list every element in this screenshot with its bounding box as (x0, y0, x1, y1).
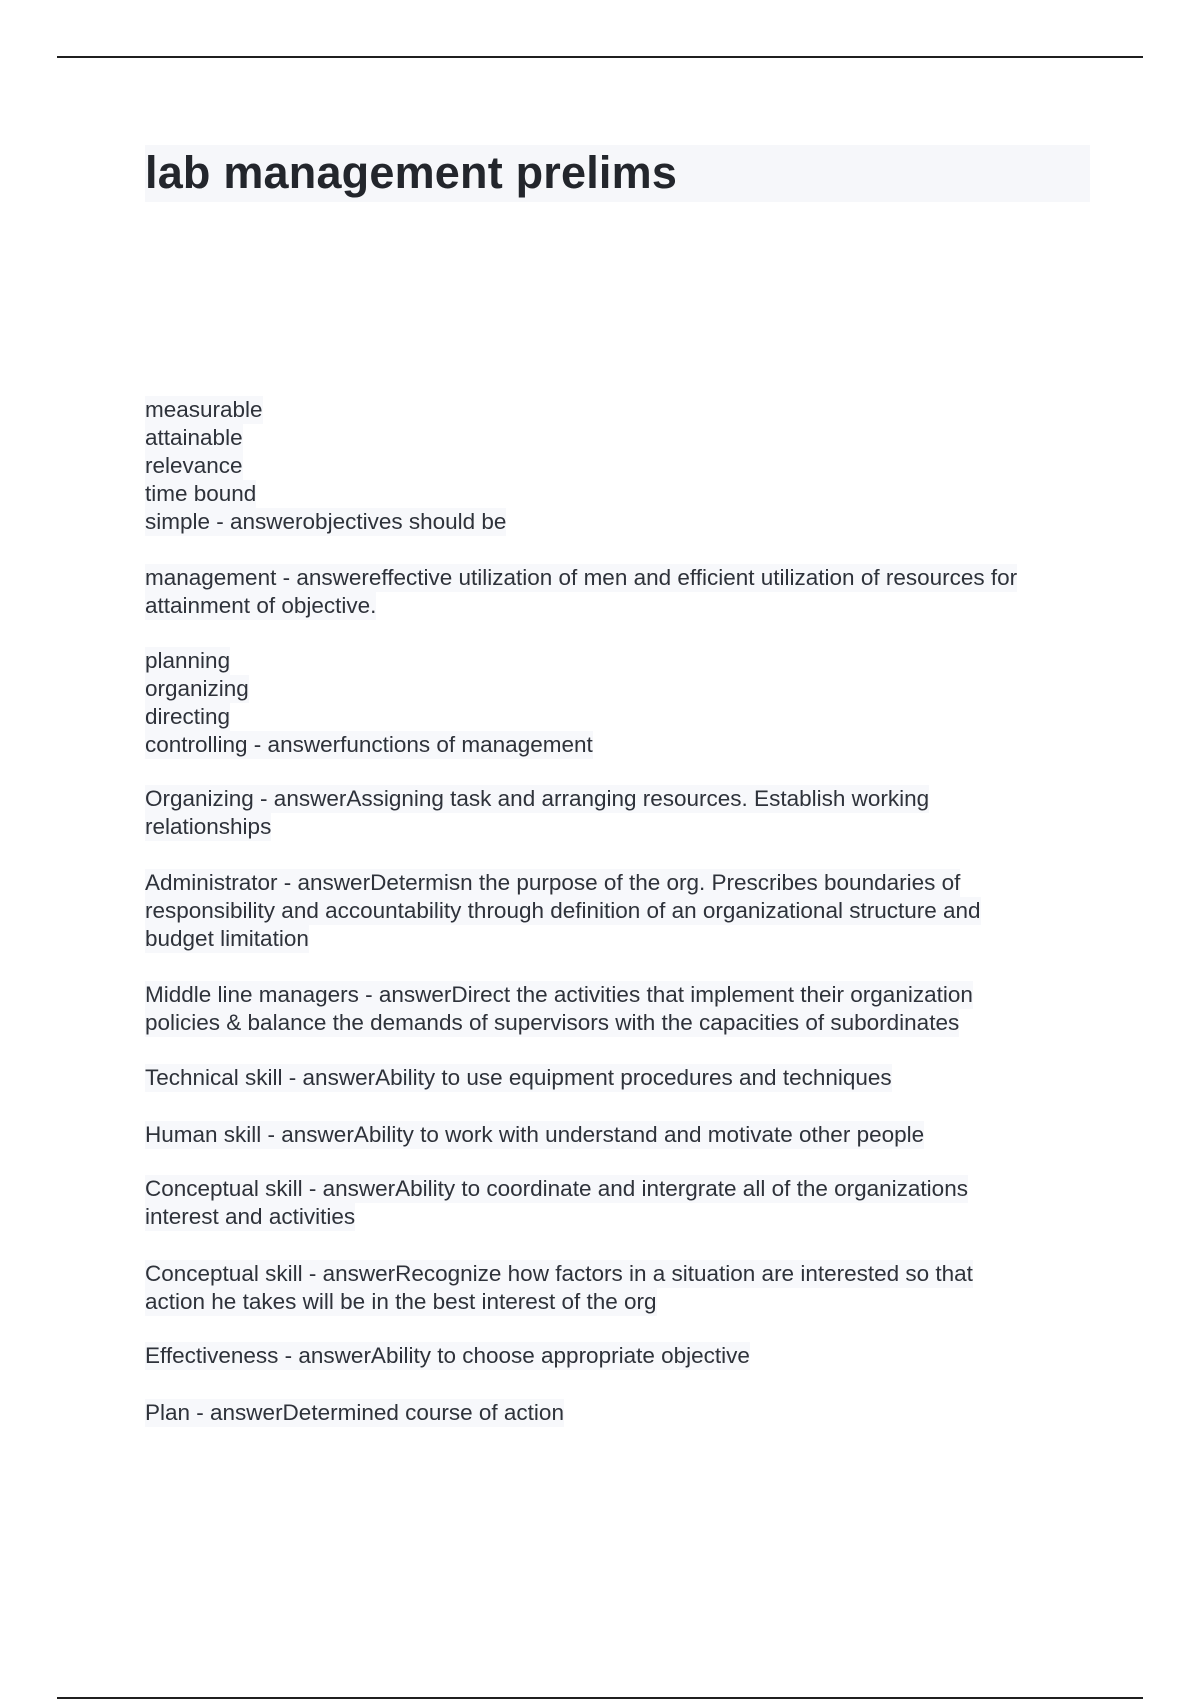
qa-line: Middle line managers - answerDirect the activities that implement their organization (145, 982, 973, 1007)
qa-line: Plan - answerDetermined course of action (145, 1400, 564, 1425)
qa-line: measurable (145, 397, 263, 422)
qa-line: Conceptual skill - answerAbility to coordinate and intergrate all of the organizations (145, 1176, 968, 1201)
qa-line: directing (145, 704, 231, 729)
footer-rule (57, 1697, 1143, 1699)
qa-item-9 (145, 1260, 1090, 1316)
qa-item-5 (145, 981, 1090, 1037)
qa-line: attainment of objective. (145, 593, 377, 618)
page-title: lab management prelims (145, 147, 678, 198)
qa-item-0 (145, 396, 1090, 536)
qa-item-3 (145, 785, 1090, 841)
qa-line: attainable (145, 425, 243, 450)
qa-line: Organizing - answerAssigning task and arranging resources. Establish working (145, 786, 930, 811)
qa-item-8 (145, 1175, 1090, 1231)
qa-line: relationships (145, 814, 272, 839)
qa-line: responsibility and accountability through definition of an organizational structure and (145, 898, 981, 923)
qa-item-11 (145, 1399, 1090, 1427)
qa-line: relevance (145, 453, 243, 478)
qa-line: Human skill - answerAbility to work with understand and motivate other people (145, 1122, 925, 1147)
qa-line: Administrator - answerDetermisn the purpose of the org. Prescribes boundaries of (145, 870, 961, 895)
qa-line: action he takes will be in the best interest of the org (145, 1289, 657, 1314)
qa-line: Conceptual skill - answerRecognize how factors in a situation are interested so that (145, 1261, 973, 1286)
qa-line: controlling - answerfunctions of management (145, 732, 593, 757)
qa-item-1 (145, 564, 1090, 620)
qa-line: planning (145, 648, 231, 673)
title-band (145, 145, 1090, 202)
qa-line: time bound (145, 481, 257, 506)
qa-line: interest and activities (145, 1204, 356, 1229)
qa-line: organizing (145, 676, 249, 701)
qa-line: Effectiveness - answerAbility to choose appropriate objective (145, 1343, 750, 1368)
qa-item-4 (145, 869, 1090, 953)
header-rule (57, 56, 1143, 58)
qa-item-10 (145, 1342, 1090, 1370)
qa-line: Technical skill - answerAbility to use equipment procedures and techniques (145, 1065, 892, 1090)
qa-item-7 (145, 1121, 1090, 1149)
qa-line: policies & balance the demands of supervisors with the capacities of subordinates (145, 1010, 960, 1035)
qa-line: simple - answerobjectives should be (145, 509, 507, 534)
qa-line: budget limitation (145, 926, 309, 951)
qa-item-6 (145, 1064, 1090, 1092)
qa-line: management - answereffective utilization of men and efficient utilization of resources for (145, 565, 1018, 590)
qa-item-2 (145, 647, 1090, 759)
